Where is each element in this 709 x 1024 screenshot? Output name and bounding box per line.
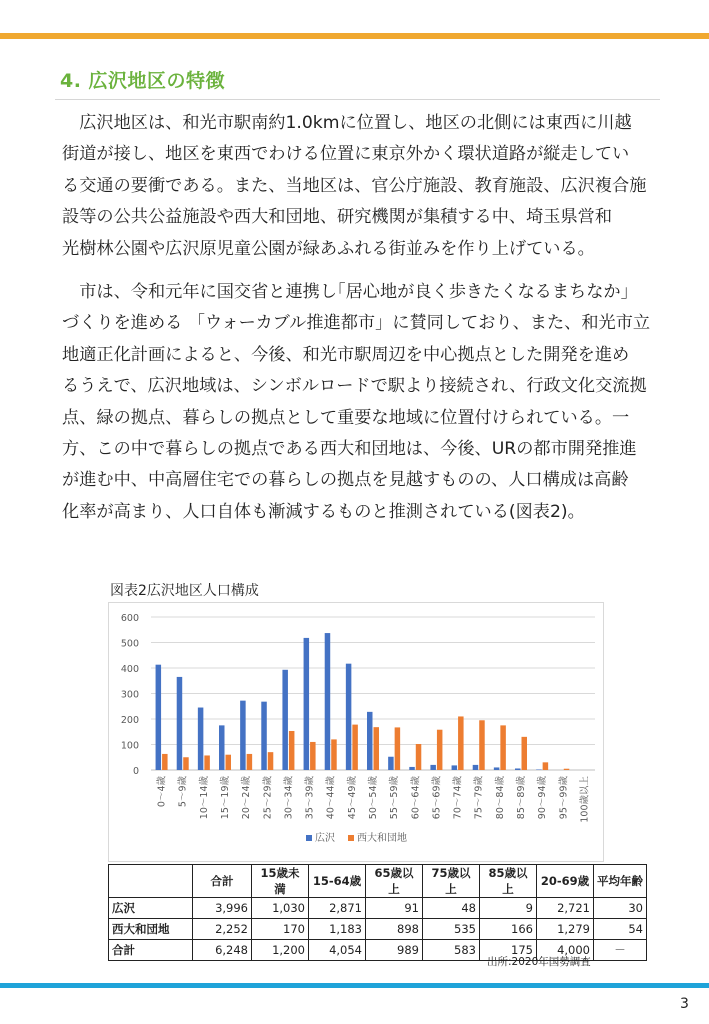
table-row <box>109 898 647 919</box>
bar-nishiyamato <box>522 737 528 770</box>
bar-nishiyamato <box>479 720 485 770</box>
bar-hirosawa <box>198 708 204 770</box>
bar-hirosawa <box>536 769 542 770</box>
bar-hirosawa <box>367 712 373 770</box>
paragraph-line: 市は、令和元年に国交省と連携し｢居心地が良く歩きたくなるまちなか｣ <box>62 282 630 302</box>
source-note: 出所:2020年国勢調査 <box>487 956 591 968</box>
bar-nishiyamato <box>204 755 210 770</box>
x-tick-label: 35～39歳 <box>304 776 316 820</box>
legend-swatch <box>348 835 354 841</box>
table-header-cell: 15歳未満 <box>252 865 309 898</box>
paragraph-line: る交通の要衝である。また、当地区は、官公庁施設、教育施設、広沢複合施 <box>62 175 647 196</box>
bar-hirosawa <box>261 702 267 770</box>
y-tick-label: 500 <box>120 638 139 650</box>
bar-nishiyamato <box>543 762 549 770</box>
x-tick-label: 55～59歳 <box>389 776 401 820</box>
paragraph-line: が進む中、中高層住宅での暮らしの拠点を見越すものの、人口構成は高齢 <box>62 470 629 491</box>
table-cell: 48 <box>423 898 480 919</box>
x-tick-label: 5～9歳 <box>177 776 189 808</box>
table-cell: 2,252 <box>193 919 252 940</box>
x-tick-label: 70～74歳 <box>452 776 464 820</box>
x-tick-label: 75～79歳 <box>473 776 485 820</box>
bottom-accent-bar <box>0 983 709 988</box>
bar-nishiyamato <box>247 754 253 770</box>
table-cell: 1,200 <box>252 940 309 961</box>
x-tick-label: 60～64歳 <box>410 776 422 820</box>
x-tick-label: 40～44歳 <box>325 776 337 820</box>
y-tick-label: 400 <box>120 664 139 675</box>
bar-nishiyamato <box>310 742 316 770</box>
table-cell: 9 <box>480 898 537 919</box>
x-tick-label: 0～4歳 <box>156 776 168 808</box>
x-tick-label: 25～29歳 <box>262 776 274 820</box>
table-header-cell: 75歳以上 <box>423 865 480 898</box>
table-header-cell: 合計 <box>193 865 252 898</box>
table-cell: 898 <box>366 919 423 940</box>
bar-hirosawa <box>473 765 479 770</box>
y-tick-label: 0 <box>132 766 139 777</box>
x-tick-label: 50～54歳 <box>368 776 379 820</box>
table-cell: 1,030 <box>252 898 309 919</box>
paragraph-line: 光樹林公園や広沢原児童公園が緑あふれる街並みを作り上げている。 <box>62 238 595 259</box>
paragraph-line: 設等の公共公益施設や西大和団地、研究機関が集積する中、埼玉県営和 <box>62 207 613 228</box>
table-cell: 91 <box>366 898 423 919</box>
paragraph-line: 地適正化計画によると、今後、和光市駅周辺を中心拠点とした開発を進め <box>62 344 630 365</box>
bar-nishiyamato <box>331 739 337 770</box>
table-header-row <box>109 865 647 898</box>
bar-hirosawa <box>282 670 288 770</box>
table-cell: 1,183 <box>309 919 366 940</box>
table-cell: 2,871 <box>309 898 366 919</box>
bar-hirosawa <box>240 701 246 770</box>
bar-nishiyamato <box>268 752 274 770</box>
paragraph-line: 化率が高まり、人口自体も漸減するものと推測されている(図表2)。 <box>62 501 585 522</box>
x-tick-label: 100歳以上 <box>579 776 591 823</box>
bar-nishiyamato <box>162 754 168 770</box>
table-header-cell <box>109 865 193 898</box>
bar-nishiyamato <box>437 730 443 770</box>
table-cell: － <box>594 940 647 961</box>
table-header-cell: 65歳以上 <box>366 865 423 898</box>
table-cell: 166 <box>480 919 537 940</box>
table-header-cell: 20‐69歳 <box>537 865 594 898</box>
bar-hirosawa <box>304 638 310 770</box>
table-header-cell: 15‐64歳 <box>309 865 366 898</box>
table-cell: 1,279 <box>537 919 594 940</box>
bar-hirosawa <box>156 665 162 770</box>
bar-hirosawa <box>494 767 500 770</box>
table-cell: 175 <box>480 940 537 961</box>
page-number: 3 <box>680 996 689 1012</box>
bar-nishiyamato <box>289 731 295 770</box>
table-cell: 170 <box>252 919 309 940</box>
bar-nishiyamato <box>183 757 189 770</box>
bar-hirosawa <box>452 765 458 770</box>
legend-label: 広沢 <box>315 833 335 844</box>
y-tick-label: 100 <box>120 740 139 752</box>
bar-nishiyamato <box>416 744 422 770</box>
x-tick-label: 15～19歳 <box>220 776 231 820</box>
bar-nishiyamato <box>395 727 401 770</box>
y-tick-label: 300 <box>120 689 139 701</box>
table-cell: 2,721 <box>537 898 594 919</box>
table-cell: 4,000 <box>537 940 594 961</box>
x-tick-label: 85～89歳 <box>516 776 527 820</box>
x-tick-label: 95～99歳 <box>558 776 570 820</box>
paragraph-line: づくりを進める 「ウォーカブル推進都市」に賛同しており、また、和光市立 <box>62 313 651 334</box>
y-tick-label: 200 <box>120 715 139 726</box>
bar-hirosawa <box>515 768 521 770</box>
bar-nishiyamato <box>374 727 380 770</box>
bar-nishiyamato <box>352 725 358 770</box>
x-tick-label: 45～49歳 <box>346 776 358 820</box>
population-table <box>108 864 647 961</box>
table-cell: 4,054 <box>309 940 366 961</box>
table-cell: 583 <box>423 940 480 961</box>
bar-nishiyamato <box>500 725 506 770</box>
paragraph-2 <box>62 277 662 528</box>
table-cell: 30 <box>594 898 647 919</box>
bar-hirosawa <box>388 757 394 770</box>
bar-nishiyamato <box>564 769 570 770</box>
population-bar-chart <box>109 603 603 861</box>
x-tick-label: 80～84歳 <box>494 776 506 820</box>
section-heading: 4. 広沢地区の特徴 <box>60 70 226 92</box>
x-tick-label: 10～14歳 <box>198 776 210 820</box>
population-chart <box>108 602 604 862</box>
table-header-cell: 平均年齢 <box>594 865 647 898</box>
x-tick-label: 90～94歳 <box>537 776 549 820</box>
table-cell: 54 <box>594 919 647 940</box>
x-tick-label: 30～34歳 <box>283 776 295 820</box>
bar-hirosawa <box>346 664 352 770</box>
legend-swatch <box>306 835 312 841</box>
bar-nishiyamato <box>458 716 464 770</box>
x-tick-label: 20～24歳 <box>241 776 253 820</box>
bar-hirosawa <box>325 633 331 770</box>
table-cell: 3,996 <box>193 898 252 919</box>
bar-hirosawa <box>219 725 225 770</box>
y-tick-label: 600 <box>120 613 139 624</box>
row-label: 西大和団地 <box>109 919 193 940</box>
bar-hirosawa <box>177 677 183 770</box>
paragraph-line: 街道が接し、地区を東西でわける位置に東京外かく環状道路が縦走してい <box>62 144 630 165</box>
table-cell: 535 <box>423 919 480 940</box>
bar-nishiyamato <box>226 755 232 770</box>
bar-hirosawa <box>409 767 415 770</box>
chart-title: 図表2広沢地区人口構成 <box>110 583 259 599</box>
paragraph-line: 点、緑の拠点、暮らしの拠点として重要な地域に位置付けられている。一 <box>62 407 630 428</box>
table-row <box>109 919 647 940</box>
paragraph-line: 方、この中で暮らしの拠点である西大和団地は、今後、URの都市開発推進 <box>62 439 637 460</box>
row-label: 合計 <box>109 940 193 961</box>
bar-hirosawa <box>430 765 436 770</box>
paragraph-line: るうえで、広沢地域は、シンボルロードで駅より接続され、行政文化交流拠 <box>62 376 647 397</box>
paragraph-line: 広沢地区は、和光市駅南約1.0kmに位置し、地区の北側には東西に川越 <box>62 113 632 133</box>
paragraph-1 <box>62 108 662 265</box>
table-header-cell: 85歳以上 <box>480 865 537 898</box>
top-accent-bar <box>0 33 709 39</box>
legend-label: 西大和団地 <box>357 833 407 844</box>
table-cell: 6,248 <box>193 940 252 961</box>
row-label: 広沢 <box>109 898 193 919</box>
x-tick-label: 65～69歳 <box>431 776 443 820</box>
heading-divider <box>55 99 660 100</box>
table-cell: 989 <box>366 940 423 961</box>
